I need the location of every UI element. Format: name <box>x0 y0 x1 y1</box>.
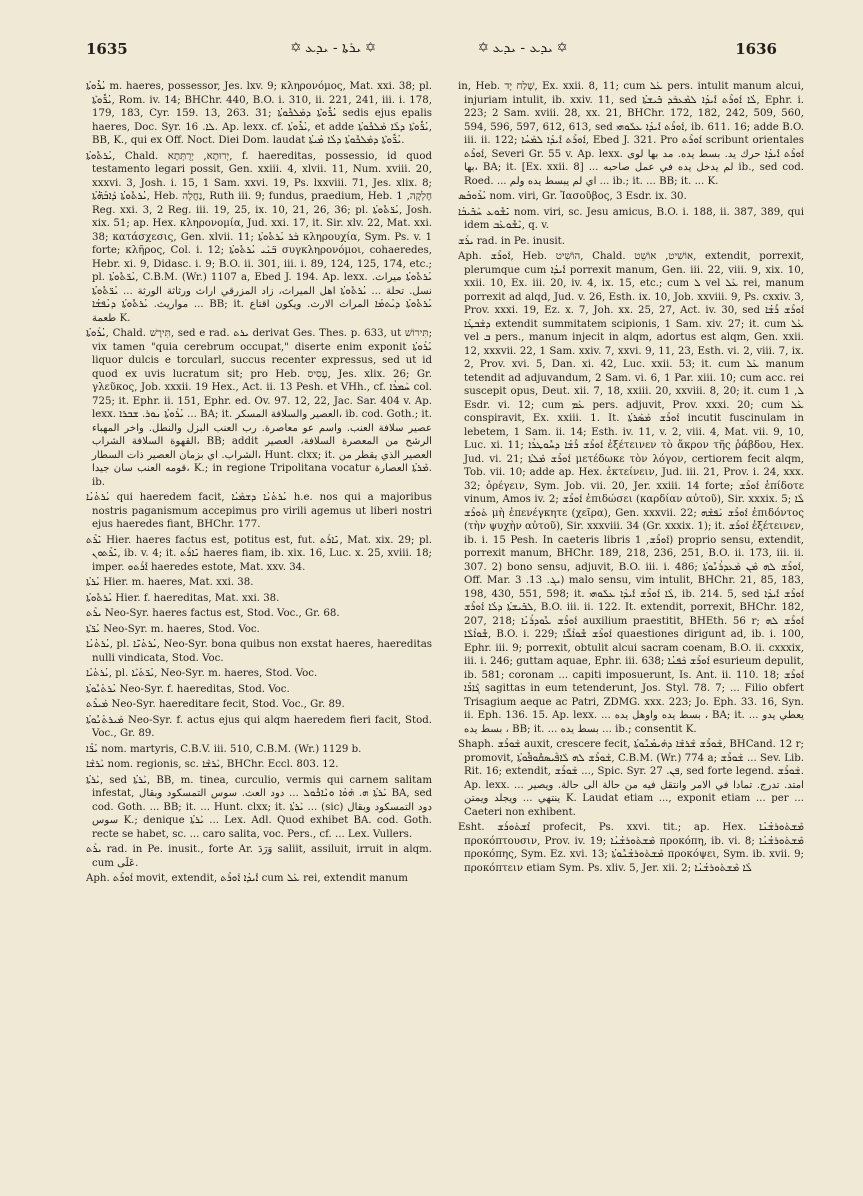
dictionary-entry: ܝܳܪܬܳܢܳܐ qui haeredem facit, ܝܳܪܬܳܢܳܐ ܕܫܡܰܝܳܐ h.e. nos qui a majoribus nostris paganismum accepimus pro virili agemus ut liberi nostri ejus haeredes fiant, BHChr. 177. <box>86 492 432 530</box>
left-column <box>86 80 432 1140</box>
dictionary-entry: ܡܰܝܪܶܬ Neo-Syr. haereditare fecit, Stod. Voc., Gr. 89. <box>86 699 345 710</box>
dictionary-entry: ܝܳܪܬܳܢܳܐ, pl. ܝܳܪܬܳܢ̈ܶܐ, Neo-Syr. bona quibus non exstat haeres, haereditas nulli vindicata, Stod. Voc. <box>86 639 432 664</box>
dictionary-entry: ܝܰܪܬܳܐ, sed ܝܰܪܬܳܐ, BB, m. tinea, curculio, vermis qui carnem salitam infestat, ܝܰܪܬܳܐ ܗ. ܗܰܘܳܐ ܘܢܶܐܟܽܘܠ ... دود العث. سوس التمسكود وبقال BA, sed cod. Goth. ... BB; it. ... Hunt. clxx; it. ܝܰܪܬܳܐ ... (sic) دود التمسكود وبقال سوس K.; denique ܝܰܪܬܳܐ ... Lex. Adl. Quod exhibet BA. cod. Goth. recte se habet, sc. ... caro salita, voc. Pers., cf. ... Lex. Vullers. <box>86 774 432 840</box>
dictionary-entry: ܝܳܪܶܘܒܳܣ nom. viri, Gr. Ἰασοῦβος, 3 Esdr. ix. 30. <box>458 191 687 202</box>
page-header <box>86 38 777 64</box>
dictionary-entry: ܝܪܶܬ Neo-Syr. haeres factus est, Stod. Voc., Gr. 68. <box>86 608 340 619</box>
dictionary-entry: ܝܳܪܽܘܬܳܐ m. haeres, possessor, Jes. lxv. 9; κληρονόμος, Mat. xxi. 38; pl. ܝܳܪ̈ܽܘܬܶܐ, Rom. iv. 14; BHChr. 440, B.O. i. 310, ii. 221, 241, iii. i. 178, 179, 183, Cyr. 159. 13, 263. 31; ܝܳܪ̈ܽܘܬܶܐ ܕܡܰܠܟܽܘܬܳܐ sedis ejus epalis haeres, Doc. Syr. ܠܐ. 16. Ap. lexx. cf. ܝܳܪܽܘܬܳܐ, et adde ܝܳܪ̈ܽܘܬܶܐ ܕܠܳܐ ܡܰܠܟܽܘܬܳܐ, BB, K., qui ex Off. Noct. Diei Dom. laudat ܝܳܪ̈ܽܘܬܶܐ ܕܡܰܠܟܽܘܬܳܐ ܕܠܳܐ ܡܳܝܬܳܐ. <box>86 81 432 146</box>
dictionary-entry: Aph. ܐܰܘܪܶܬ movit, extendit, ܐܺܝܕܳܐ ܐܰܘܪܶܬ cum ܥܰܠ rei, extendit manum <box>86 873 408 884</box>
right-running-head: ✡ ܝܕܥ - ܝܕܥ ✡ <box>478 40 567 56</box>
dictionary-entry: ܝܳܪܬܳܝܳܐ, pl. ܝܳܪ̈ܬܳܝܶܐ, Neo-Syr. m. haeres, Stod. Voc. <box>86 668 318 679</box>
right-page-number: 1636 <box>735 40 777 58</box>
dictionary-entry: ܡܰܝܪܬܳܢܽܘܬܳܐ Neo-Syr. f. actus ejus qui alqm haeredem fieri facit, Stod. Voc., Gr. 89. <box>86 714 432 739</box>
dictionary-entry: ܝܳܪܬܽܘܬܳܐ, Chald. יְרוּתָא, יְרֻתְּתָא, f. haereditas, possessio, id quod testamento legari possit, Gen. xxiii. 4, xlvii. 11, Num. xviii. 20, xxxvi. 3, Josh. i. 15, 1 Sam. xxvi. 19, Ps. lxxviii. 71, Jes. xlix. 8; ܝܳܪܬܽܘܬܳܐ ܕܰܐܒܳܗ̈ܳܬܳܐ, Heb. נַחֲלָה, Ruth iii. 9; fundus, praedium, Heb. חֶלְקָה, 1 Reg. xxi. 3, 2 Reg. iii. 19, 25, ix. 10, 21, 26, 36; pl. ܝܳܪ̈ܬܽܘܬܳܐ, Josh. xix. 51; ap. Hex. κληρονομία, Jud. xxi. 17, it. Sir. xlv. 22, Mat. xxi. 38; κατάσχεσις, Gen. xlvii. 11; ܒܰܪ ܝܳܪܬܽܘܬܳܐ κληρουχία, Sym. Ps. v. 1 forte; κλῆρος, Col. i. 12; ܒ̈ܢܰܝ ܝܳܪܬܽܘܬܳܐ συγκληρονόμοι, cohaeredes, Hebr. xi. 9, Didasc. i. 9; B.O. ii. 301, iii. i. 89, 124, 125, 174, etc.; pl. ܝܳܪ̈ܬܽܘܬܳܐ, C.B.M. (Wr.) 1107 a, Ebed J. 194. Ap. lexx. ܝܳܪܬܽܘܬܳܐ ميراث. نسل. تحلة ... ܝܳܪܬܽܘܬܳܐ اهل الميراث، زاد المزرقي اراث ورثاثة الورثة ... ܝܳܪ̈ܬܽܘܬܳܐ مواريث. ܝܳܪܬܽܘܬܳܐ ܕܢܳܦܫܳܐ ... BB; it. ܝܳܪܬܽܘܬܳܐ ܕܝܳܬܡܳܐ المراث الارث. ويكون اقتاع طعمة K. <box>86 150 432 324</box>
dictionary-entry: ܝܺܪܶܬ Hier. haeres factus est, potitus est, fut. ܢܺܐܪܰܬ, Mat. xix. 29; pl. ܝܺܪܶܬܘܢ, ib. v. 4; it. ܢܺܐܪܰܬ haeres fiam, ib. xix. 16, Luc. x. 25, xviii. 18; imper. ܐܺܪܰܬܘ haeredes estote, Mat. xxv. 34. <box>86 534 432 573</box>
dictionary-entry: Shaph. ܫܰܘܪܶܫ auxit, crescere fecit, ܫܰܘܪܶܫ ܫܶܪܫܶܐ ܕܗܰܝܡܳܢܽܘܬܳܐ, BHCand. 12 r; promovit, ܫܰܘܪܶܫ ܠܗ ܠܰܐܦܶܝܣܩܽܘܦܽܘܬܳܐ, C.B.M. (Wr.) 774 a; ܫܰܘܪܶܫ ... Sev. Lib. Rit. 16; extendit, ܫܰܘܪܶܫ ..., Spic. Syr. ܦܢ. 27, sed forte legend. ܫܰܘܪܶܫ. Ap. lexx. ... امتد. تدرج. تمادا في الامر وانتقل فيه من حالة الى حالة. ويصير ينتهي ... ويجلد ويمتن K. Laudat etiam ..., exponit etiam ... per ... Caeteri non exhibent. <box>458 739 804 818</box>
dictionary-entry: ܝܪܰܫ rad. in Pe. inusit. <box>458 235 565 247</box>
dictionary-entry: ܝܳܪ̈ܶܐ nom. martyris, C.B.V. iii. 510, C.B.M. (Wr.) 1129 b. <box>86 743 362 755</box>
left-running-head: ✡ ܝܪܬܐ - ܝܕܥ ✡ <box>291 40 376 56</box>
dictionary-entry: ܝܳܪܰܘܬܳܐ, Chald. תִּירָשׁ, sed e rad. ܝܪܬ derivat Ges. Thes. p. 633, ut תִּירוֹשׁ; vix tamen "quia cerebrum occupat," diserte enim exponit ܝܳܪܰܘܬܳܐ liquor dulcis e torcularl, succus recenter expressus, sed ut id quod ex uvis lucratum sit; pro Heb. עָסִיס, Jes. xlix. 26; Gr. γλεῦκος, Job. xxxii. 19 Hex., Act. ii. 13 Pesh. et VHh., cf. ܚܰܡܪܳܐ col. 725; it. Ephr. ii. 151, Ephr. ed. Ov. 97. 12, 22, Jac. Sar. 404 v. Ap. lexx. ܝܳܪܰܘܬܳܐ ܢܘܪ. ܫܒܪܐ ... BA; it. العصير والسلافة المسكر، ib. cod. Goth.; it. عصير سلافة العنب. واسم عو معاصرة. رب العنب البزل والنطل. واخر المهباء القهوة السلافة الشراب، BB; addit الرشح من المعصرة السلافة، العصير الشراب. اي بزمان العصير ذات السطار، Hunt. clxx; it. العصير الذي يقطر من قومه العنب سان جيدا، K.; in regione Tripolitana vocatur ܡܶܪܬܳܐ العصارة. ib. <box>86 328 432 488</box>
dictionary-entry: in, Heb. שָׁלַח יָד, Ex. xxii. 8, 11; cum ܥܰܠ pers. intulit manum alcui, injuriam intulit, ib. xxiv. 11, sed ܠܳܐ ܐܰܘܪܶܬ ܐܺܝܕܳܐ ܠܡܶܥܒܰܕ ܒܺܝܫܬܳܐ, Ephr. i. 223; 2 Sam. xviii. 28, xx. 21, BHChr. 172, 182, 242, 509, 560, 594, 596, 597, 612, 613, sed ܐܰܘܪܶܬ ܐܺܝܕܳܐ ܥܠܰܘܗܝ, ib. 611. 16; adde B.O. iii. ii. 122; ܐܰܘܪܶܬ ܐܺܝܕܳܐ ܠܡܰܚܳܐ, Ebed J. 321. Pro ܐܰܘܪܶܬ scribunt orientales ܐܰܘܪܶܬ, Severi Gr. 55 v. Ap. lexx. ܐܰܘܪܶܬ ܐܺܝܕܳܐ حرك يد. بسط يده. مد بها لوى بها، BA; it. [Ex. xxii. 8] ... لم يدخل يده في عمل صاحبه ib., sed cod. Roed. ... اي لم يبسط يده ولم ... ib.; it. ... BB; it. ... K. <box>458 81 804 187</box>
right-column <box>458 80 804 1140</box>
dictionary-entry: Esht. ܐܶܫܬܰܘܪܰܫ profecit, Ps. xxvi. tit.; ap. Hex. ܡܶܫܬܰܘܪܫܳܢܳܐ προκόπτουσιν, Prov. iv. 19; ܡܶܫܬܰܘܪܫܳܢܳܐ προκόπη, ib. vi. 8; ܡܶܫܬܰܘܪܫܳܢܳܐ προκόπης, Sym. Ez. xvi. 13; ܡܶܫܬܰܘܪܫܳܢܽܘܬܳܐ προκόψει, Sym. ib. xvii. 9; προκόπτειν etiam Sym. Ps. xliv. 5, Jer. xii. 2; ܠܳܐ ܡܶܫܬܰܘܪܫܳܢܳܐ <box>458 822 804 874</box>
dictionary-entry: ܝܳܪ̈ܬܶܐ Neo-Syr. m. haeres, Stod. Voc. <box>86 623 260 635</box>
left-page-number: 1635 <box>86 40 128 58</box>
dictionary-entry: ܝܳܪܬܽܘܬܳܐ Hier. f. haereditas, Mat. xxi. 38. <box>86 592 280 604</box>
dictionary-entry: Aph. ܐܰܘܪܶܫ, Heb. הוֹשִׁיט, Chald. אוֹשִׁיט, אוֹשֵׁט, extendit, porrexit, plerumque cum ܐܺܝܕܳܐ porrexit manum, Gen. iii. 22, viii. 9, xix. 10, xxii. 10, Ex. iii. 20, iv. 4, ix. 15, etc.; cum ܠ vel ܥܰܠ rei, manum porrexit ad alqd, Jud. v. 26, Esth. ix. 10, Job. xxviii. 9, Ps. cxxiv. 3, Prov. xxxi. 19, Ez. x. 7, Joh. xx. 25, 27, Act. iv. 30, sed ܐܰܘܪܶܫ ܪܺܫܳܐ ܕܫܰܒܛܳܐ extendit summitatem scipionis, 1 Sam. xiv. 27; it. cum ܥܰܠ vel ܒ pers., manum injecit in alqm, adortus est alqm, Gen. xxii. 12, xxxvii. 22, 1 Sam. xxiv. 7, xxvi. 9, 11, 23, Esth. vi. 2, viii. 7, ix. 2, Prov. xvi. 5, Dan. xi. 42, Luc. xxii. 53; it. cum ܥܰܠ manum tetendit ad adjuvandum, 2 Sam. vi. 6, 1 Par. xiii. 10; cum acc. rei suscepit opus, Deut. xii. 7, 18, xxiii. 20, xxviii. 8, 20; it. cum ܠ, 1 Esdr. vi. 12; cum ܥܰܡ pers. adjuvit, Prov. xxxi. 20; cum ܥܰܠ conspiravit, Ex. xxiii. 1. It. ܐܰܘܪܶܫ ܡܰܣܰܪܬܳܐ incutit fuscinulam in lebetem, 1 Sam. ii. 14; Esth. iv. 11, v. 2, viii. 4, Mat. vii. 9, 10, Luc. xi. 11; ܐܰܘܪܶܫ ܪܺܫܳܐ ܕܚܽܘܛܪܳܐ ἐξέτεινεν τὸ ἄκρον τῆς ῥάβδου, Hex. Jud. vi. 21; ܐܰܘܪܶܫ ܡܶܠܬܳܐ μετέδωκε τὸν λόγον, certiorem fecit alqm, Tob. vii. 10; adde ap. Hex. ἐκτείνειν, Jud. iii. 21, Prov. i. 24, xxx. 32; ὀρέγειν, Sym. Job. vii. 20, Jer. xxiii. 14 forte; ܐܰܘܪܶܫ ἐπίδοτε vinum, Amos iv. 2; ܐܰܘܪܶܫ ἐπιδώσει (καρδίαν αὐτοῦ), Sir. xxxix. 5; ܠܳܐ ܬܰܘܪܶܫ μὴ ἐπενέγκητε (χεῖρα), Gen. xxxvii. 22; ܐܰܘܪܶܫ ܢܰܦܫܶܗ ἐπιδόντος (τὴν ψυχὴν αὐτοῦ), Sir. xxxviii. 34 (Gr. xxxix. 1); it. ܐܰܘܪܶܫ ἐξέτεινεν, ib. i. 15 Pesh. In caeteris libris ܐܰܘܪܶܫ, 1) proprio sensu, extendit, porrexit manum, BHChr. 189, 218, 236, 251, B.O. ii. 173, iii. ii. 307. 2) bono sensu, adjuvit, B.O. iii. i. 486; ܐܰܘܪܶܫ ܠܗ ܡܶܢ ܡܰܥܕܪܳܢܽܘܬܳܐ, Off. Mar. ܝܓ. 13. 3) malo sensu, vim intulit, BHChr. 21, 85, 183, 198, 430, 551, 598; it. ܠܳܐ ܐܰܘܪܶܫ ܐܺܝܕܳܐ ܥܠܰܘܗܝ, ib. 214. 5, sed ܐܰܘܪܶܫ ܐܺܝܕܳܐ ܠܒܺܝܫܬܳܐ ܕܠܳܐ ܐܰܘܪܶܫ, B.O. iii. ii. 122. It. extendit, porrexit, BHChr. 182, 207, 218; ܐܰܘܪܶܫ ܥܽܘܕܪܳܢܳܐ auxilium praestitit, BHEth. 56 r; ܐܰܘܪܶܫ ܠܗ ܫܽܘܐܳܠܶܐ, B.O. i. 229; ܐܰܘܪܶܫ ܫܽܘܐܳܠ̈ܶܐ quaestiones dirigunt ad, ib. i. 100, Ephr. iii. 9; porrexit, obtulit alcui sacram coenam, B.O. ii. cxxxix, iii. i. 246; guttam aquae, Ephr. iii. 638; ܐܰܘܪܶܫ ܟܰܦܢܳܐ esurieum depulit, ib. 581; coronam ... capiti imposuerunt, Is. Ant. ii. 110. 18; ܐܰܘܪܶܫ ܓܶܐܪ̈ܶܐ sagittas in eum tetenderunt, Jos. Styl. 78. 7; ... Filio obfert Trisagium aeque ac Patri, ZDMG. xxx. 223; Jo. Eph. 33. 16, Syn. ii. Eph. 136. 15. Ap. lexx. ... بسط يده واوهل يده ، BA; it. ... يعطي يدو بسط يده ، BB; it. ... بسط يده ... ib.; consentit K. <box>458 251 804 735</box>
dictionary-entry: ܝܳܪܬܳܐ Hier. m. haeres, Mat. xxi. 38. <box>86 577 254 588</box>
dictionary-entry: ܝܪܰܬ rad. in Pe. inusit., forte Ar. وَرَدَ saliit, assiluit, irruit in alqm. cum عَلَى. <box>86 844 432 869</box>
dictionary-entry: ܝܺܫܽܘܥ ܚܰܒܺܝܒܳܐ nom. viri, sc. Jesu amicus, B.O. i. 188, ii. 387, 389, qui idem ܝܶܫܽܘܥܰܒ, q. v. <box>458 206 804 231</box>
dictionary-entry: ܝܳܪܬܳܝܽܘܬܳܐ Neo-Syr. f. haereditas, Stod. Voc. <box>86 683 290 695</box>
dictionary-entry: ܝܰܪܫܶܐ nom. regionis, sc. ܝܰܪܫܶܐ, BHChr. Eccl. 803. 12. <box>86 759 339 770</box>
